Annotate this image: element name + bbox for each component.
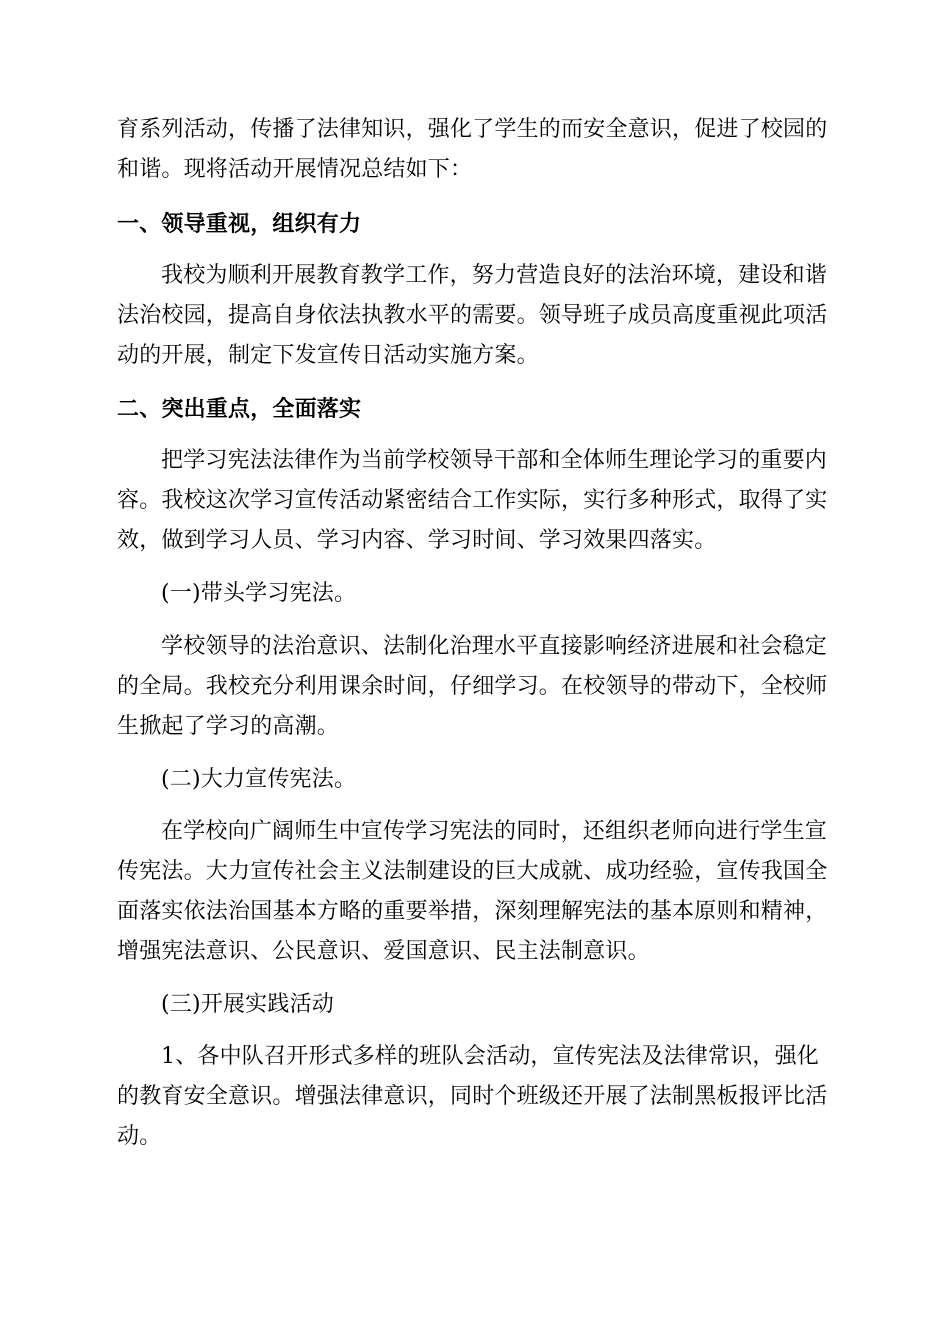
- sub-3-heading: (三)开展实践活动: [161, 992, 334, 1017]
- sub-2-line-1: 在学校向广阔师生中宣传学习宪法的同时，还组织老师向进行学生宣: [161, 819, 828, 844]
- section-1-heading: 一、领导重视，组织有力: [117, 212, 362, 237]
- sub-1-heading: (一)带头学习宪法。: [161, 581, 357, 606]
- sub-1-line-3: 生掀起了学习的高潮。: [117, 714, 340, 739]
- section-2-line-2: 容。我校这次学习宣传活动紧密结合工作实际，实行多种形式，取得了实: [117, 488, 828, 513]
- section-2-line-3: 效，做到学习人员、学习内容、学习时间、学习效果四落实。: [117, 528, 717, 553]
- section-1-line-1: 我校为顺利开展教育教学工作，努力营造良好的法治环境，建设和谐: [161, 263, 828, 288]
- sub-2-line-3: 面落实依法治国基本方略的重要举措，深刻理解宪法的基本原则和精神，: [117, 899, 828, 924]
- section-1-line-3: 动的开展，制定下发宣传日活动实施方案。: [117, 343, 539, 368]
- sub-3-line-3: 动。: [117, 1124, 162, 1149]
- sub-1-line-1: 学校领导的法治意识、法制化治理水平直接影响经济进展和社会稳定: [161, 634, 828, 659]
- sub-1-line-2: 的全局。我校充分利用课余时间，仔细学习。在校领导的带动下，全校师: [117, 674, 828, 699]
- sub-2-line-2: 传宪法。大力宣传社会主义法制建设的巨大成就、成功经验，宣传我国全: [117, 859, 828, 884]
- section-1-line-2: 法治校园，提高自身依法执教水平的需要。领导班子成员高度重视此项活: [117, 303, 828, 328]
- section-2-line-1: 把学习宪法法律作为当前学校领导干部和全体师生理论学习的重要内: [161, 448, 828, 473]
- sub-2-line-4: 增强宪法意识、公民意识、爱国意识、民主法制意识。: [117, 939, 650, 964]
- sub-3-line-1: 1、各中队召开形式多样的班队会活动，宣传宪法及法律常识，强化: [161, 1044, 819, 1069]
- section-2-heading: 二、突出重点，全面落实: [117, 397, 362, 422]
- intro-line-1: 育系列活动，传播了法律知识，强化了学生的而安全意识，促进了校园的: [117, 117, 828, 142]
- sub-2-heading: (二)大力宣传宪法。: [161, 767, 357, 792]
- sub-3-line-2: 的教育安全意识。增强法律意识，同时个班级还开展了法制黑板报评比活: [117, 1084, 828, 1109]
- intro-line-2: 和谐。现将活动开展情况总结如下：: [117, 157, 473, 182]
